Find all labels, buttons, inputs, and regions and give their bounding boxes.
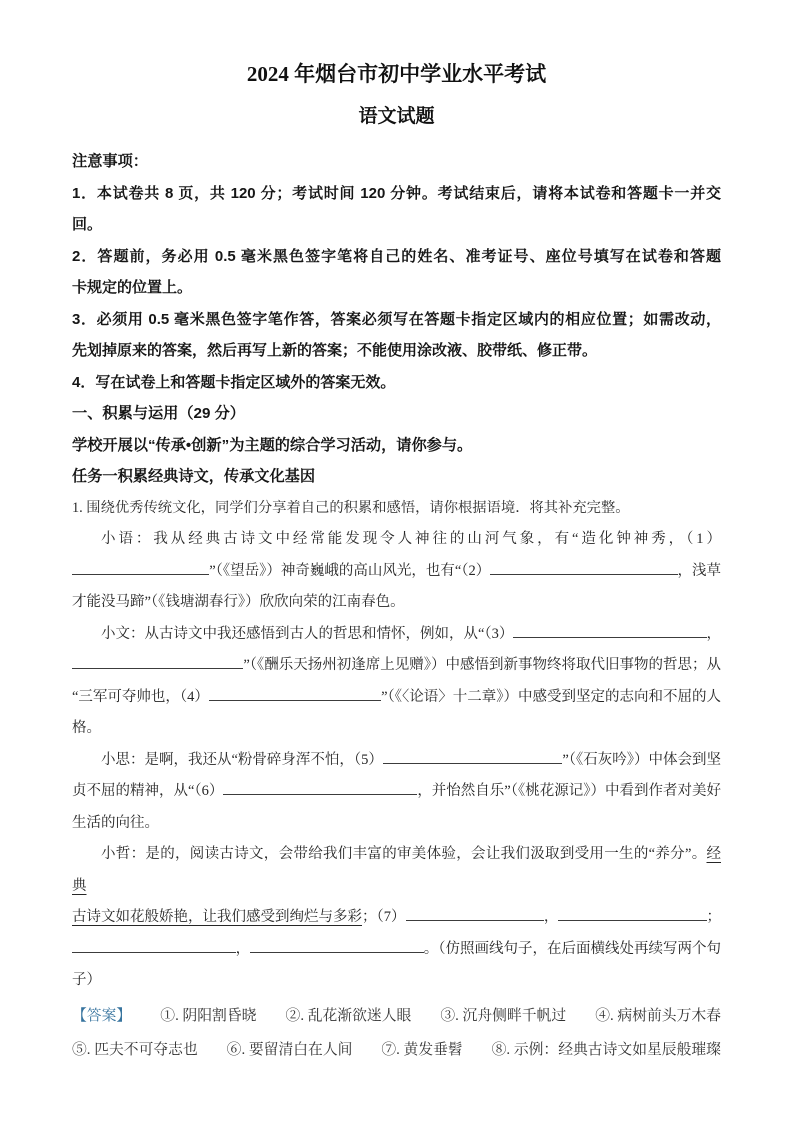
dialog-line — [72, 902, 721, 934]
text-run: 才能没马蹄”（《钱塘湖春行》）欣欣向荣的江南春色。 — [72, 594, 405, 610]
dialog-line — [72, 808, 721, 840]
notice-line: 卡规定的位置上。 — [72, 279, 193, 296]
answer-item: ②. 乱花渐欲迷人眼 — [285, 1007, 412, 1024]
exam-subtitle: 语文试题 — [358, 106, 435, 127]
fill-in-blank — [72, 951, 236, 953]
dialog-line — [72, 713, 721, 745]
notice-line: 先划掉原来的答案，然后再写上新的答案；不能使用涂改液、胶带纸、修正带。 — [72, 342, 598, 359]
fill-in-blank — [209, 699, 381, 701]
answer-item: ⑧. 示例：经典古诗文如星辰般璀璨 — [491, 1041, 721, 1058]
underlined-text: 经典 — [72, 846, 721, 894]
text-run: 贞不屈的精神，从“（6） — [72, 783, 224, 799]
answer-item: ⑥. 要留清白在人间 — [226, 1041, 353, 1058]
text-run: ； — [706, 909, 721, 925]
fill-in-blank — [250, 951, 424, 953]
fill-in-blank — [513, 636, 706, 638]
answer-item: ⑤. 匹夫不可夺志也 — [72, 1041, 198, 1058]
section-intro: 学校开展以“传承•创新”为主题的综合学习活动，请你参与。 — [72, 436, 473, 454]
dialog-line — [72, 745, 721, 777]
text-run: ”（《石灰吟》）中体会到坚 — [562, 751, 721, 768]
text-run: ”（《〈论语〉十二章》）中感受到坚定的志向和不屈的人 — [381, 688, 721, 705]
answer-item: ③. 沉舟侧畔千帆过 — [440, 1007, 567, 1024]
dialog-line — [72, 682, 721, 714]
answer-item: ④. 病树前头万木春 — [595, 1007, 721, 1024]
answer-row — [72, 1033, 721, 1067]
exam-title: 2024 年烟台市初中学业水平考试 — [246, 62, 547, 86]
text-run: ”（《酬乐天扬州初逢席上见赠》）中感悟到新事物终将取代旧事物的哲思；从 — [243, 657, 721, 673]
fill-in-blank — [72, 573, 209, 575]
dialog-lines — [72, 524, 721, 997]
text-run: 格。 — [72, 720, 101, 736]
fill-in-blank — [383, 762, 562, 764]
text-run: 子） — [72, 972, 101, 988]
dialog-line — [72, 839, 721, 902]
notice-lines — [72, 178, 721, 399]
text-run: ”（《望岳》）神奇巍峨的高山风光，也有“（2） — [209, 562, 491, 579]
fill-in-blank — [406, 919, 544, 921]
answer-row — [72, 999, 721, 1033]
notice-line: 3．必须用 0.5 毫米黑色签字笔作答，答案必须写在答题卡指定区域内的相应位置；如需改动， — [72, 310, 721, 328]
section-heading: 一、积累与运用（29 分） — [72, 405, 245, 422]
fill-in-blank — [490, 573, 677, 575]
text-run: ， — [706, 625, 721, 642]
text-run: ， — [543, 909, 559, 925]
dialog-line — [72, 650, 721, 682]
text-run: 小文：从古诗文中我还感悟到古人的哲思和情怀，例如，从“（3） — [101, 625, 514, 642]
text-run: ，并怡然自乐”（《桃花源记》）中看到作者对美好 — [417, 783, 721, 799]
dialog-line — [72, 556, 721, 588]
notice-heading: 注意事项： — [72, 153, 148, 170]
text-run: ， — [235, 940, 251, 957]
text-run: ，浅草 — [677, 562, 721, 579]
dialog-line — [72, 776, 721, 808]
answer-block — [72, 999, 721, 1067]
notice-line: 回。 — [72, 216, 103, 233]
dialog-line — [72, 965, 721, 997]
notice-line: 1．本试卷共 8 页，共 120 分；考试时间 120 分钟。考试结束后，请将本试卷和答题卡一并交 — [72, 184, 721, 202]
question-text: 1. 围绕优秀传统文化，同学们分享着自己的积累和感悟，请你根据语境．将其补充完整。 — [72, 499, 630, 516]
text-run: 小思：是啊，我还从“粉骨碎身浑不怕，（5） — [101, 751, 383, 768]
dialog-line — [72, 619, 721, 651]
text-run: ；（7） — [362, 909, 406, 925]
notice-line: 4．写在试卷上和答题卡指定区域外的答案无效。 — [72, 373, 396, 391]
task-heading: 任务一积累经典诗文，传承文化基因 — [72, 468, 315, 485]
fill-in-blank — [72, 667, 243, 669]
text-run: 生活的向往。 — [72, 814, 159, 831]
notice-line: 2．答题前，务必用 0.5 毫米黑色签字笔将自己的姓名、准考证号、座位号填写在试卷和答题 — [72, 247, 721, 265]
text-run: 。（仿照画线句子，在后面横线处再续写两个句 — [423, 940, 721, 957]
fill-in-blank — [558, 919, 706, 921]
answer-item: ①. 阴阳割昏晓 — [160, 1007, 257, 1024]
answer-item: ⑦. 黄发垂髫 — [381, 1041, 463, 1058]
text-run: 小语：我从经典古诗文中经常能发现令人神往的山河气象，有“造化钟神秀，（1） — [101, 531, 721, 547]
dialog-line — [72, 934, 721, 966]
fill-in-blank — [223, 793, 417, 795]
text-run: “三军可夺帅也，（4） — [72, 688, 209, 705]
answer-label: 【答案】 — [72, 1007, 132, 1024]
dialog-line — [72, 587, 721, 619]
text-run: 小哲：是的，阅读古诗文，会带给我们丰富的审美体验，会让我们汲取到受用一生的“养分”。 — [101, 846, 707, 862]
underlined-text: 古诗文如花般娇艳，让我们感受到绚烂与多彩 — [72, 909, 362, 925]
dialog-line — [72, 524, 721, 556]
